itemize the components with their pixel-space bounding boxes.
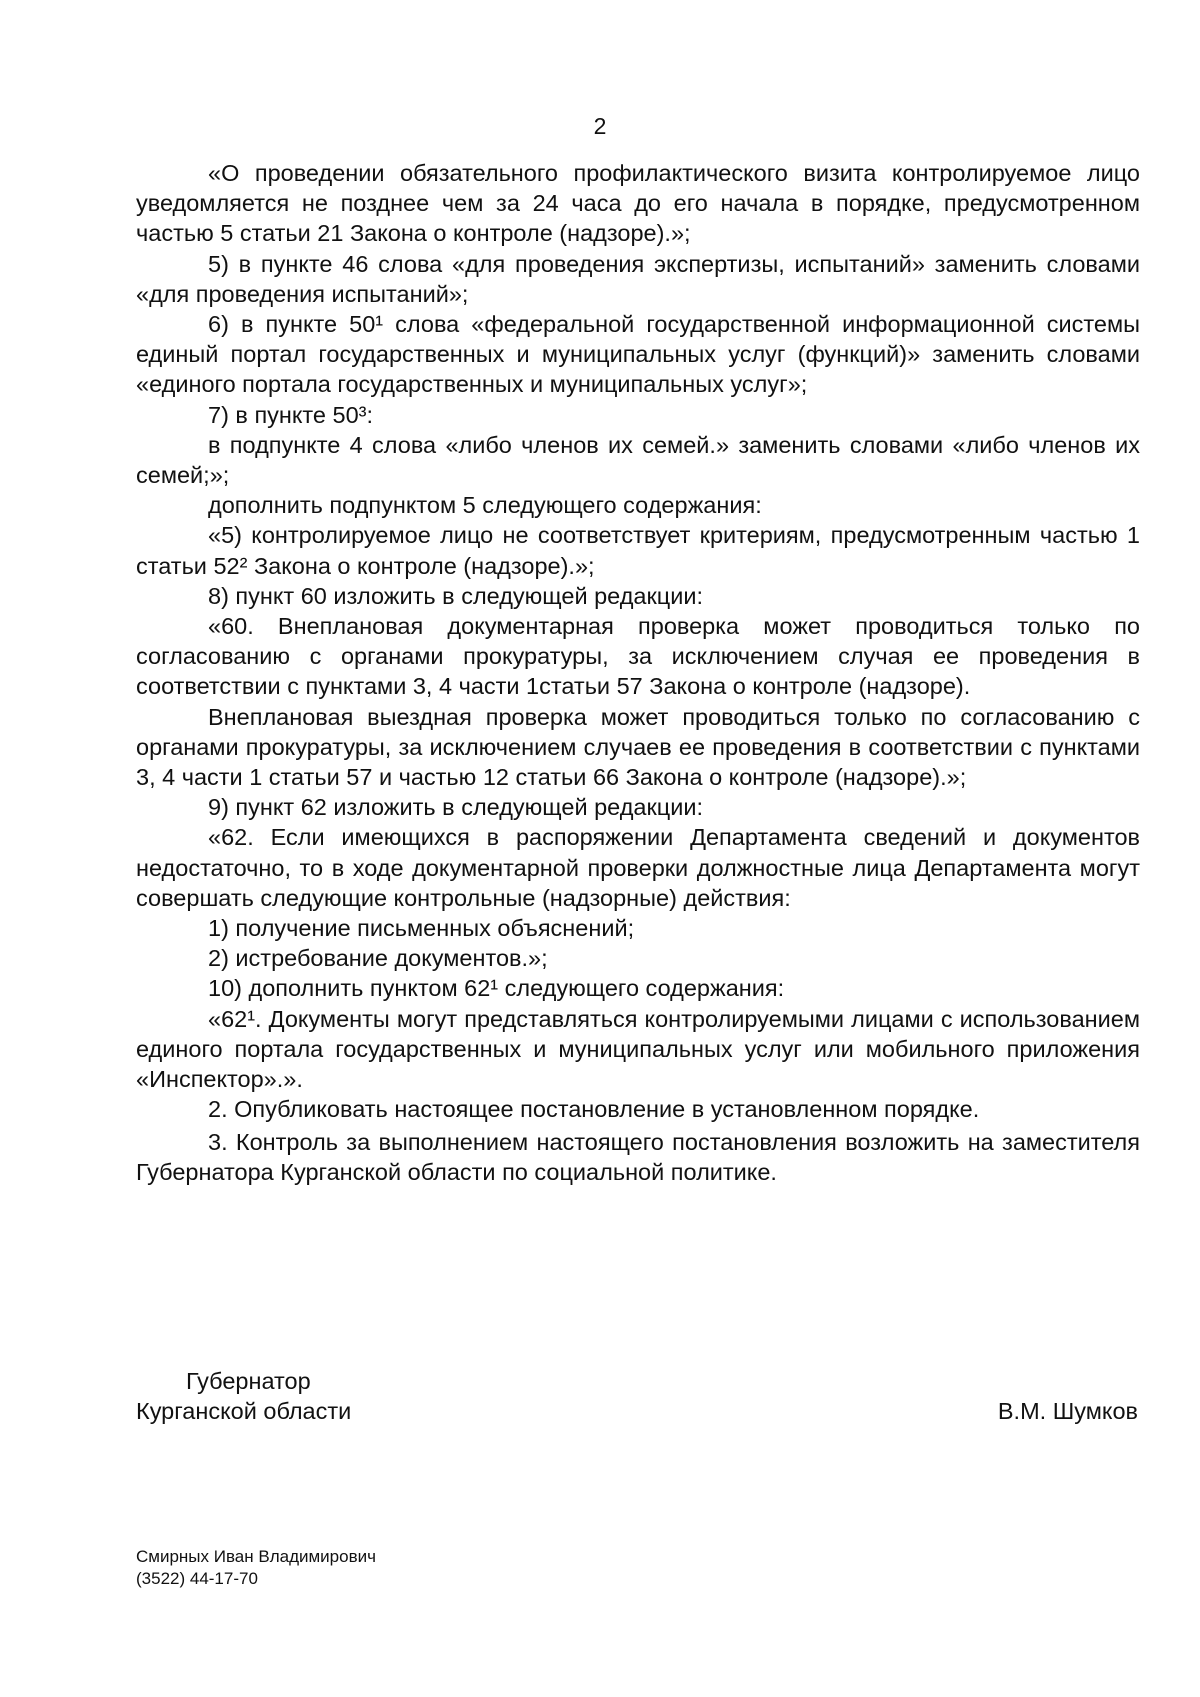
paragraph-control: 3. Контроль за выполнением настоящего постановления возложить на заместителя Губернатора Курганской области по социальной политике. [136, 1128, 1140, 1185]
paragraph-subitem-4: в подпункте 4 слова «либо членов их семей.» заменить словами «либо членов их семей;»; [136, 431, 1140, 489]
paragraph-item-8: 8) пункт 60 изложить в следующей редакции: [208, 582, 704, 609]
signatory-title-line-1: Губернатор [186, 1368, 311, 1394]
executor-name: Смирных Иван Владимирович [136, 1547, 376, 1566]
paragraph-point-60: «60. Внеплановая документарная проверка может проводиться только по согласованию с органами прокуратуры, за исключением случая ее проведения в соответствии с пунктами 3, 4 части 1статьи 57 Закона о контроле (надзоре). [136, 613, 1140, 700]
paragraph-point-62-action-1: 1) получение письменных объяснений; [208, 915, 635, 942]
paragraph-point-60-visit: Внеплановая выездная проверка может проводиться только по согласованию с органами прокуратуры, за исключением случаев ее проведения в соответствии с пунктами 3, 4 части 1 статьи 57 и частью 12 статьи 66 Закона о контроле (надзоре).»; [136, 703, 1140, 791]
paragraph-subitem-5-text: «5) контролируемое лицо не соответствует критериям, предусмотренным частью 1 статьи 52² Закона о контроле (надзоре).»; [136, 522, 1140, 579]
paragraph-item-7: 7) в пункте 50³: [208, 401, 374, 428]
paragraph-point-62-action-2: 2) истребование документов.»; [208, 945, 548, 972]
paragraph-item-6: 6) в пункте 50¹ слова «федеральной государственной информационной системы единый портал государственных и муниципальных услуг (функций)» заменить словами «единого портала государственных и муниципальных услуг»; [136, 311, 1140, 398]
paragraph-point-62: «62. Если имеющихся в распоряжении Департамента сведений и документов недостаточно, то в ходе документарной проверки должностные лица Департамента могут совершать следующие контрольные (надзорные) действия: [136, 824, 1140, 911]
paragraph-item-9: 9) пункт 62 изложить в следующей редакции: [208, 794, 704, 821]
page-number: 2 [593, 113, 607, 139]
executor-phone: (3522) 44-17-70 [136, 1569, 258, 1588]
paragraph-add-subitem-5: дополнить подпунктом 5 следующего содержания: [208, 492, 762, 519]
document-body [136, 158, 1140, 1187]
paragraph-publish: 2. Опубликовать настоящее постановление в установленном порядке. [208, 1096, 980, 1123]
signatory-title-line-2: Курганской области [136, 1398, 352, 1424]
paragraph-notification: «О проведении обязательного профилактического визита контролируемое лицо уведомляется не позднее чем за 24 часа до его начала в порядке, предусмотренном частью 5 статьи 21 Закона о контроле (надзоре).»; [136, 160, 1140, 247]
signatory-name: В.М. Шумков [997, 1398, 1138, 1424]
paragraph-item-5: 5) в пункте 46 слова «для проведения экспертизы, испытаний» заменить словами «для проведения испытаний»; [136, 250, 1140, 307]
paragraph-point-62-1: «62¹. Документы могут представляться контролируемыми лицами с использованием единого портала государственных и муниципальных услуг или мобильного приложения «Инспектор».». [136, 1005, 1140, 1093]
executor-block [136, 1546, 376, 1590]
paragraph-item-10: 10) дополнить пунктом 62¹ следующего содержания: [208, 975, 785, 1002]
signatory-title [136, 1366, 351, 1426]
